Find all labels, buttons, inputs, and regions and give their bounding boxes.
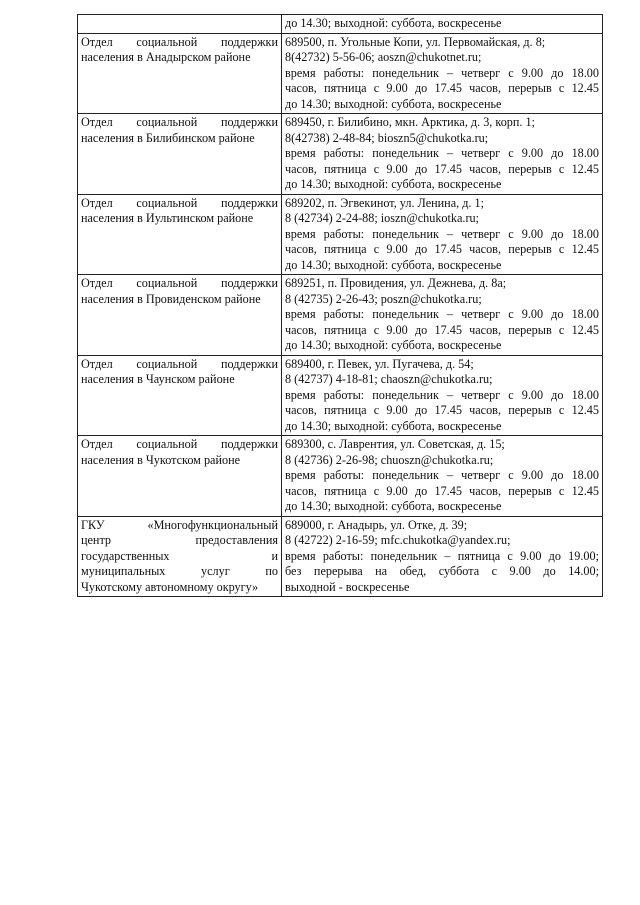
address-line: 689202, п. Эгвекинот, ул. Ленина, д. 1; <box>285 195 484 210</box>
table-row <box>78 114 603 195</box>
org-name-line: населения в Чаунском районе <box>81 372 235 386</box>
org-name-cell <box>78 114 282 195</box>
hours-line: до 14.30; выходной: суббота, воскресенье <box>285 177 502 191</box>
hours-line: до 14.30; выходной: суббота, воскресенье <box>285 338 502 352</box>
hours-line: время работы: понедельник – четверг с 9.00 до 18.00 <box>285 468 599 482</box>
contact-info-cell <box>282 355 603 436</box>
org-name-line: населения в Чукотском районе <box>81 452 240 467</box>
org-name-line: центр предоставления <box>81 533 278 547</box>
hours-line: время работы: понедельник – пятница с 9.00 до 19.00; <box>285 548 599 563</box>
phone-email-line: 8 (42737) 4-18-81; chaoszn@chukotka.ru; <box>285 372 493 386</box>
org-name-cell <box>78 436 282 517</box>
org-name-line: ГКУ «Многофункциональный <box>81 517 278 532</box>
table-row <box>78 355 603 436</box>
hours-line: время работы: понедельник – четверг с 9.00 до 18.00 <box>285 65 599 80</box>
org-name-line: населения в Анадырском районе <box>81 50 251 64</box>
hours-line: часов, пятница с 9.00 до 17.45 часов, перерыв с 12.45 <box>285 81 599 95</box>
hours-line: часов, пятница с 9.00 до 17.45 часов, перерыв с 12.45 <box>285 403 599 417</box>
address-line: 689300, с. Лаврентия, ул. Советская, д. 15; <box>285 437 505 451</box>
address-line: 689251, п. Провидения, ул. Дежнева, д. 8а; <box>285 276 507 290</box>
contact-info-cell <box>282 436 603 517</box>
hours-line: часов, пятница с 9.00 до 17.45 часов, перерыв с 12.45 <box>285 483 599 498</box>
org-name-cell <box>78 355 282 436</box>
hours-line: время работы: понедельник – четверг с 9.00 до 18.00 <box>285 307 599 321</box>
contact-info-cell <box>282 33 603 114</box>
org-name-line: Отдел социальной поддержки <box>81 356 278 371</box>
contacts-table <box>77 14 603 597</box>
hours-line: часов, пятница с 9.00 до 17.45 часов, перерыв с 12.45 <box>285 242 599 256</box>
phone-email-line: 8 (42736) 2-26-98; chuoszn@chukotka.ru; <box>285 452 494 467</box>
org-name-line: Отдел социальной поддержки <box>81 276 278 290</box>
hours-line: выходной - воскресенье <box>285 579 410 594</box>
org-name-line: Отдел социальной поддержки <box>81 195 278 210</box>
org-name-cell <box>78 33 282 114</box>
org-name-line: Чукотскому автономному округу» <box>81 579 259 594</box>
org-name-line: населения в Билибинском районе <box>81 130 255 145</box>
table-row-continuation <box>78 15 603 34</box>
phone-email-line: 8 (42735) 2-26-43; poszn@chukotka.ru; <box>285 291 482 306</box>
contact-info-cell <box>282 275 603 356</box>
contact-info-cell <box>282 15 603 34</box>
org-name-cell <box>78 15 282 34</box>
contact-info-cell <box>282 516 603 597</box>
phone-email-line: 8 (42722) 2-16-59; mfc.chukotka@yandex.ru; <box>285 533 511 547</box>
phone-email-line: 8(42732) 5-56-06; aoszn@chukotnet.ru; <box>285 50 482 64</box>
org-name-cell <box>78 516 282 597</box>
hours-line: время работы: понедельник – четверг с 9.00 до 18.00 <box>285 387 599 402</box>
hours-line: до 14.30; выходной: суббота, воскресенье <box>285 418 502 433</box>
org-name-line: Отдел социальной поддержки <box>81 437 278 451</box>
table-row <box>78 516 603 597</box>
address-line: 689000, г. Анадырь, ул. Отке, д. 39; <box>285 517 468 532</box>
hours-line: без перерыва на обед, суббота с 9.00 до 14.00; <box>285 564 599 578</box>
org-name-cell <box>78 194 282 275</box>
org-name-line: государственных и <box>81 548 278 563</box>
hours-line: до 14.30; выходной: суббота, воскресенье <box>285 499 502 513</box>
hours-line: время работы: понедельник – четверг с 9.00 до 18.00 <box>285 146 599 160</box>
hours-line: часов, пятница с 9.00 до 17.45 часов, перерыв с 12.45 <box>285 161 599 176</box>
hours-line: до 14.30; выходной: суббота, воскресенье <box>285 96 502 111</box>
org-name-line: населения в Провиденском районе <box>81 291 261 306</box>
contact-info-cell <box>282 114 603 195</box>
address-line: 689400, г. Певек, ул. Пугачева, д. 54; <box>285 356 474 371</box>
org-name-line: Отдел социальной поддержки <box>81 34 278 49</box>
table-row <box>78 436 603 517</box>
address-line: 689450, г. Билибино, мкн. Арктика, д. 3, корп. 1; <box>285 115 535 129</box>
phone-email-line: 8(42738) 2-48-84; bioszn5@chukotka.ru; <box>285 130 489 145</box>
org-name-cell <box>78 275 282 356</box>
hours-line: время работы: понедельник – четверг с 9.00 до 18.00 <box>285 226 599 241</box>
org-name-line: Отдел социальной поддержки <box>81 115 278 129</box>
table-row <box>78 275 603 356</box>
table-row <box>78 33 603 114</box>
address-line: 689500, п. Угольные Копи, ул. Первомайская, д. 8; <box>285 34 546 49</box>
phone-email-line: 8 (42734) 2-24-88; ioszn@chukotka.ru; <box>285 211 480 225</box>
org-name-line: муниципальных услуг по <box>81 564 278 578</box>
table-row <box>78 194 603 275</box>
org-name-line: населения в Иультинском районе <box>81 211 254 225</box>
hours-line: часов, пятница с 9.00 до 17.45 часов, перерыв с 12.45 <box>285 322 599 337</box>
contact-info-cell <box>282 194 603 275</box>
hours-line: до 14.30; выходной: суббота, воскресенье <box>285 257 502 272</box>
info-line: до 14.30; выходной: суббота, воскресенье <box>285 16 502 30</box>
